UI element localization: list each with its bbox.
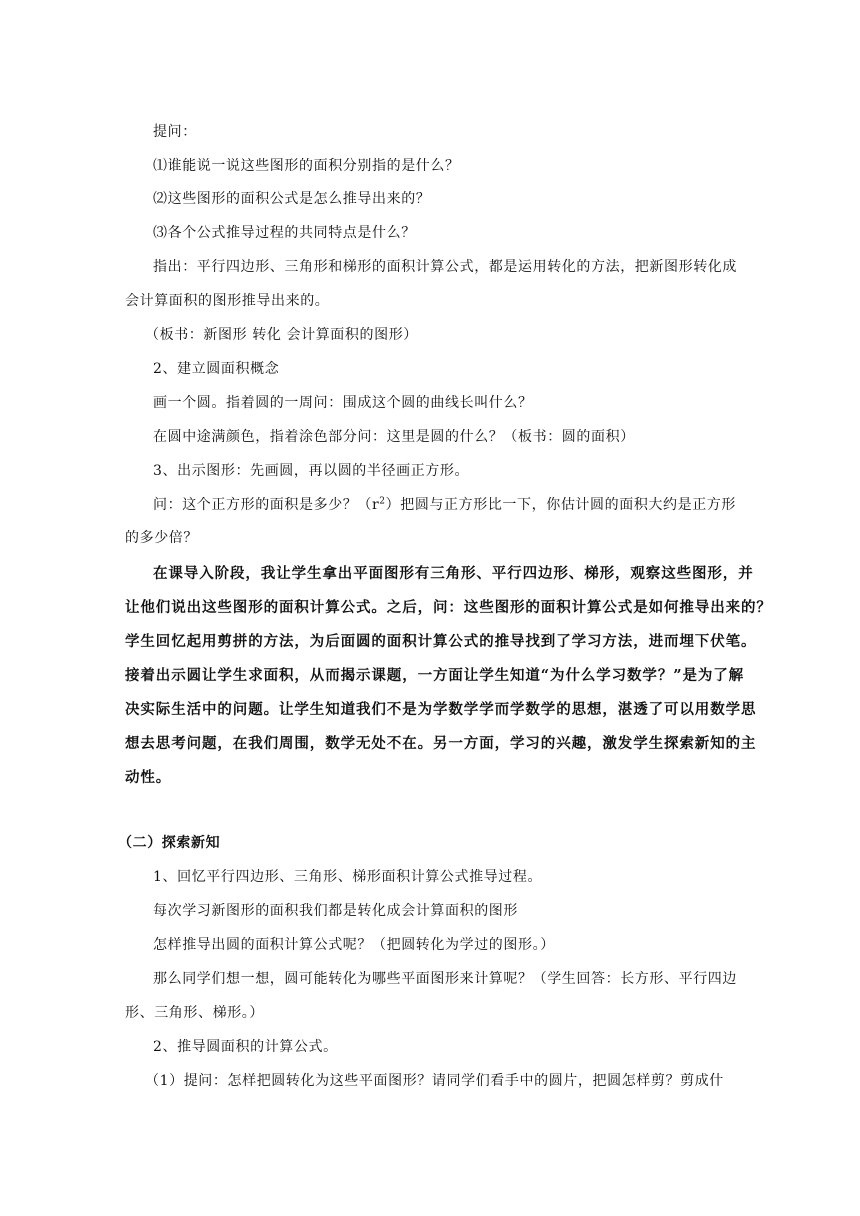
text-line: 指出：平行四边形、三角形和梯形的面积计算公式，都是运用转化的方法，把新图形转化成 (153, 259, 737, 275)
text-line: （1）提问：怎样把圆转化为这些平面图形？请同学们看手中的圆片，把圆怎样剪？剪成什 (145, 1073, 724, 1089)
text-line: ⑴谁能说一说这些图形的面积分别指的是什么？ (153, 158, 460, 174)
bold-text-line: 学生回忆起用剪拼的方法，为后面圆的面积计算公式的推导找到了学习方法，进而埋下伏笔。 (125, 633, 757, 650)
bold-text-line: 在课导入阶段，我让学生拿出平面图形有三角形、平行四边形、梯形，观察这些图形，并 (153, 565, 754, 582)
text-line: 1、回忆平行四边形、三角形、梯形面积计算公式推导过程。 (153, 869, 543, 885)
text-line: 每次学习新图形的面积我们都是转化成会计算面积的图形 (153, 903, 518, 919)
text-line: 画一个圆。指着圆的一周问：围成这个圆的曲线长叫什么？ (153, 395, 533, 411)
text-line: 怎样推导出圆的面积计算公式呢？（把圆转化为学过的图形。） (153, 937, 555, 953)
bold-text-line: 动性。 (125, 769, 172, 786)
text-line: ⑶各个公式推导过程的共同特点是什么？ (153, 225, 416, 241)
bold-text-line: 决实际生活中的问题。让学生知道我们不是为学数学学而学数学的思想，湛透了可以用数学思 (125, 701, 757, 718)
text-line: 在圆中途满颜色，指着涂色部分问：这里是圆的什么？（板书：圆的面积） (153, 429, 635, 445)
text-line (153, 495, 736, 515)
text-segment: ）把圆与正方形比一下，你估计圆的面积大约是正方形 (385, 497, 737, 513)
text-line: （板书：新图形 转化 会计算面积的图形） (145, 327, 418, 343)
bold-text-line: 让他们说出这些图形的面积计算公式。之后，问：这些图形的面积计算公式是如何推导出来的？ (125, 599, 772, 616)
text-line: 会计算面积的图形推导出来的。 (125, 293, 330, 309)
bold-text-line: 接着出示圆让学生求面积，从而揭示课题，一方面让学生知道“为什么学习数学？”是为了解 (125, 667, 745, 684)
text-line: 形、三角形、梯形。） (125, 1005, 264, 1021)
text-line: 那么同学们想一想，圆可能转化为哪些平面图形来计算呢？（学生回答：长方形、平行四边 (153, 971, 737, 987)
text-line: 2、建立圆面积概念 (153, 361, 280, 377)
superscript: 2 (379, 496, 386, 507)
section-heading: （二）探索新知 (118, 835, 221, 851)
text-segment: 问：这个正方形的面积是多少？（r (153, 497, 380, 513)
text-line: 3、出示图形：先画圆，再以圆的半径画正方形。 (153, 463, 470, 479)
text-line: 2、推导圆面积的计算公式。 (153, 1039, 338, 1055)
text-line: 提问： (153, 124, 197, 140)
text-line: 的多少倍？ (125, 530, 198, 546)
text-line: ⑵这些图形的面积公式是怎么推导出来的？ (153, 191, 431, 207)
bold-text-line: 想去思考问题，在我们周围，数学无处不在。另一方面，学习的兴趣，激发学生探索新知的主 (125, 735, 757, 752)
